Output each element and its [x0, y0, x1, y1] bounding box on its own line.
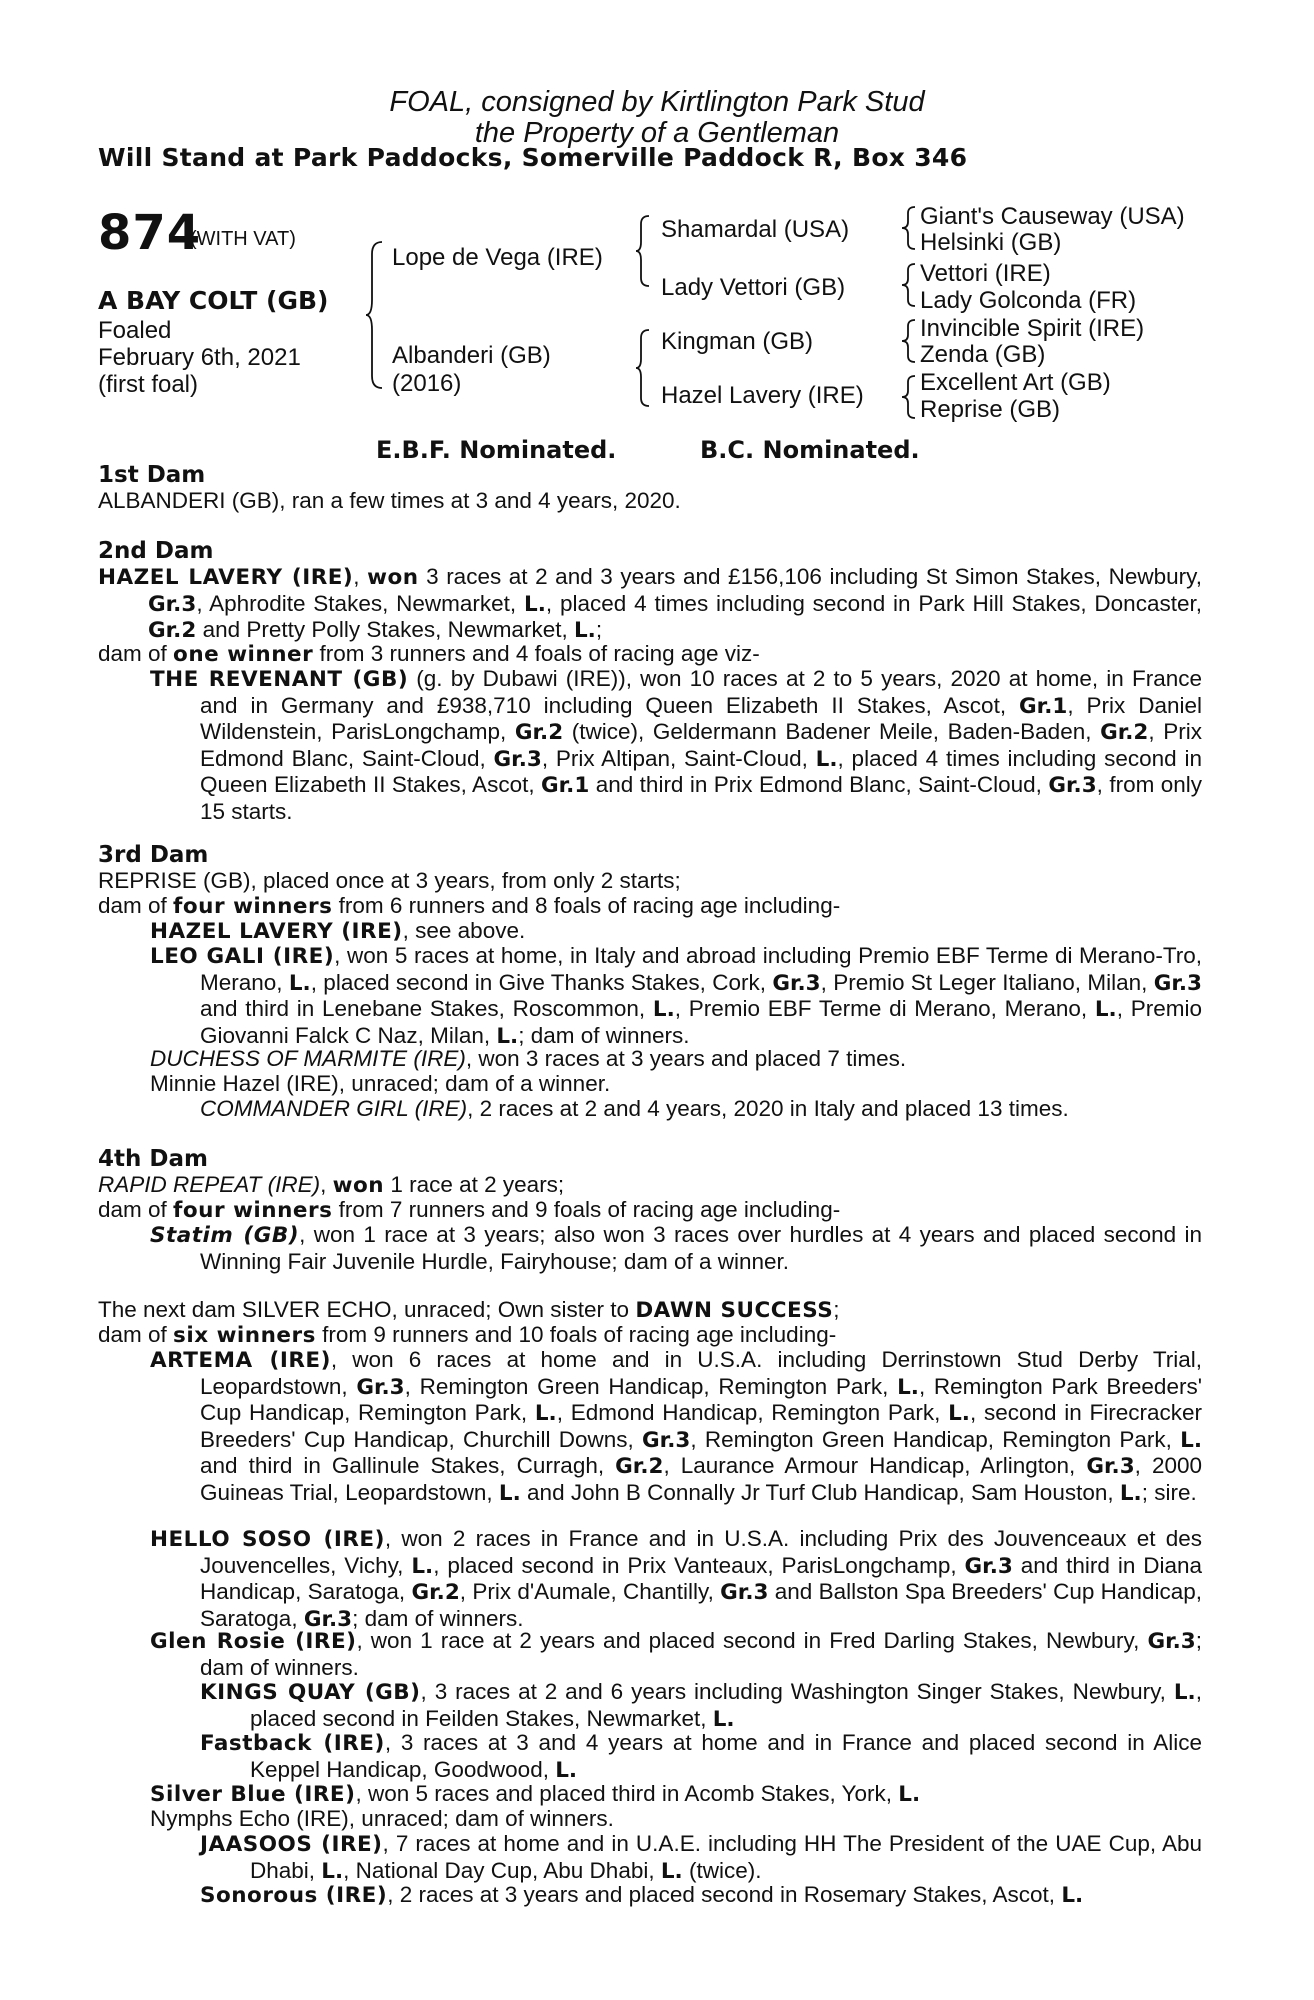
first-dam-heading: 1st Dam [98, 462, 206, 488]
hello-soso-entry: HELLO SOSO (IRE), won 2 races in France and in U.S.A. including Prix des Jouvenceaux et des Jouvencelles, Vichy, L., placed second in Prix Vanteaux, ParisLongchamp, Gr.3 and third in Diana Handicap, Saratoga, Gr.2, Prix d'Aumale, Chantilly, Gr.3 and Ballston Spa Breeders' Cup Handicap, Saratoga, Gr.3; dam of winners. [150, 1526, 1203, 1632]
pedigree-dds: Excellent Art (GB) [920, 369, 1111, 396]
glen-rosie-entry: Glen Rosie (IRE), won 1 race at 2 years and placed second in Fred Darling Stakes, Newbury, Gr.3; dam of winners. [150, 1628, 1203, 1680]
pedigree-brace-main [366, 240, 386, 390]
pedigree-dam-dam: Hazel Lavery (IRE) [661, 382, 864, 409]
rapid-repeat-entry: RAPID REPEAT (IRE), won 1 race at 2 years; [98, 1172, 565, 1198]
pedigree-sss: Giant's Causeway (USA) [920, 203, 1185, 230]
pedigree-brace-sire [636, 214, 652, 288]
ebf-nomination: E.B.F. Nominated. [376, 436, 617, 464]
duchess-entry: DUCHESS OF MARMITE (IRE), won 3 races at 3 years and placed 7 times. [150, 1046, 907, 1071]
third-dam-produce: dam of four winners from 6 runners and 8 foals of racing age including- [98, 893, 841, 919]
bc-nomination: B.C. Nominated. [700, 436, 920, 464]
pedigree-dss: Invincible Spirit (IRE) [920, 315, 1145, 342]
fastback-entry: Fastback (IRE), 3 races at 3 and 4 years at home and in France and placed second in Alice Keppel Handicap, Goodwood, L. [200, 1730, 1203, 1783]
pedigree-dsd: Zenda (GB) [920, 341, 1046, 368]
hazel-lavery-ref: HAZEL LAVERY (IRE), see above. [150, 918, 526, 944]
lot-title: A BAY COLT (GB) [98, 286, 329, 315]
next-dam-text: The next dam SILVER ECHO, unraced; Own sister to DAWN SUCCESS; [98, 1297, 840, 1323]
lot-number: 874 [98, 205, 202, 261]
reprise-text: REPRISE (GB), placed once at 3 years, from only 2 starts; [98, 868, 681, 893]
pedigree-ssd: Helsinki (GB) [920, 229, 1062, 256]
pedigree-sds: Vettori (IRE) [920, 260, 1051, 287]
pedigree-dam: Albanderi (GB) [392, 342, 551, 369]
pedigree-brace-sd [902, 262, 918, 308]
pedigree-sire: Lope de Vega (IRE) [392, 244, 603, 271]
fourth-dam-heading: 4th Dam [98, 1146, 208, 1172]
property-line: the Property of a Gentleman [474, 117, 840, 149]
silver-blue-entry: Silver Blue (IRE), won 5 races and placed third in Acomb Stakes, York, L. [150, 1781, 921, 1807]
hazel-lavery-entry: HAZEL LAVERY (IRE), won 3 races at 2 and 3 years and £156,106 including St Simon Stakes, Newbury, Gr.3, Aphrodite Stakes, Newmarket, L., placed 4 times including second in Park Hill Stakes, Doncaster, Gr.2 and Pretty Polly Stakes, Newmarket, L.; [98, 564, 1202, 644]
vat-note: (WITH VAT) [190, 228, 296, 250]
statim-entry: Statim (GB), won 1 race at 3 years; also won 3 races over hurdles at 4 years and placed second in Winning Fair Juvenile Hurdle, Fairyhouse; dam of a winner. [150, 1222, 1202, 1274]
consignor-line: FOAL, consigned by Kirtlington Park Stud [389, 86, 925, 118]
next-dam-produce: dam of six winners from 9 runners and 10 foals of racing age including- [98, 1322, 837, 1348]
leo-gali-entry: LEO GALI (IRE), won 5 races at home, in Italy and abroad including Premio EBF Terme di Merano-Tro, Merano, L., placed second in Give Thanks Stakes, Cork, Gr.3, Premio St Leger Italiano, Milan, Gr.3 and third in Lenebane Stakes, Roscommon, L., Premio EBF Terme di Merano, Merano, L., Premio Giovanni Falck C Naz, Milan, L.; dam of winners. [150, 943, 1202, 1049]
foaled-date: February 6th, 2021 [98, 344, 301, 371]
kings-quay-entry: KINGS QUAY (GB), 3 races at 2 and 6 years including Washington Singer Stakes, Newbury, L., placed second in Feilden Stakes, Newmarket, L. [200, 1679, 1202, 1732]
pedigree-sire-dam: Lady Vettori (GB) [661, 274, 846, 301]
pedigree-brace-ds [902, 318, 918, 364]
foal-note: (first foal) [98, 371, 199, 398]
foaled-label: Foaled [98, 317, 172, 344]
second-dam-produce: dam of one winner from 3 runners and 4 foals of racing age viz- [98, 641, 760, 667]
pedigree-dam-sire: Kingman (GB) [661, 328, 814, 355]
pedigree-dam-year: (2016) [392, 370, 462, 397]
fourth-dam-produce: dam of four winners from 7 runners and 9 foals of racing age including- [98, 1197, 841, 1223]
pedigree-ddd: Reprise (GB) [920, 396, 1061, 423]
sonorous-entry: Sonorous (IRE), 2 races at 3 years and placed second in Rosemary Stakes, Ascot, L. [200, 1882, 1084, 1908]
jaasoos-entry: JAASOOS (IRE), 7 races at home and in U.A.E. including HH The President of the UAE Cup, Abu Dhabi, L., National Day Cup, Abu Dhabi, L. (twice). [200, 1831, 1202, 1884]
pedigree-brace-dd [902, 374, 918, 420]
nymphs-echo-entry: Nymphs Echo (IRE), unraced; dam of winners. [150, 1806, 614, 1831]
commander-girl-entry: COMMANDER GIRL (IRE), 2 races at 2 and 4 years, 2020 in Italy and placed 13 times. [200, 1096, 1069, 1121]
the-revenant-entry: THE REVENANT (GB) (g. by Dubawi (IRE)), won 10 races at 2 to 5 years, 2020 at home, in France and in Germany and £938,710 including Queen Elizabeth II Stakes, Ascot, Gr.1, Prix Daniel Wildenstein, ParisLongchamp, Gr.2 (twice), Geldermann Badener Meile, Baden-Baden, Gr.2, Prix Edmond Blanc, Saint-Cloud, Gr.3, Prix Altipan, Saint-Cloud, L., placed 4 times including second in Queen Elizabeth II Stakes, Ascot, Gr.1 and third in Prix Edmond Blanc, Saint-Cloud, Gr.3, from only 15 starts. [150, 666, 1203, 824]
first-dam-text: ALBANDERI (GB), ran a few times at 3 and 4 years, 2020. [98, 488, 681, 513]
pedigree-sdd: Lady Golconda (FR) [920, 287, 1137, 314]
stand-location: Will Stand at Park Paddocks, Somerville Paddock R, Box 346 [98, 143, 968, 172]
third-dam-heading: 3rd Dam [98, 842, 209, 868]
artema-entry: ARTEMA (IRE), won 6 races at home and in U.S.A. including Derrinstown Stud Derby Trial, Leopardstown, Gr.3, Remington Green Handicap, Remington Park, L., Remington Park Breeders' Cup Handicap, Remington Park, L., Edmond Handicap, Remington Park, L., second in Firecracker Breeders' Cup Handicap, Churchill Downs, Gr.3, Remington Green Handicap, Remington Park, L. and third in Gallinule Stakes, Curragh, Gr.2, Laurance Armour Handicap, Arlington, Gr.3, 2000 Guineas Trial, Leopardstown, L. and John B Connally Jr Turf Club Handicap, Sam Houston, L.; sire. [150, 1347, 1202, 1506]
pedigree-brace-ss [902, 205, 918, 251]
minnie-hazel-entry: Minnie Hazel (IRE), unraced; dam of a winner. [150, 1071, 611, 1096]
pedigree-brace-dam [636, 328, 652, 408]
second-dam-heading: 2nd Dam [98, 538, 214, 564]
pedigree-sire-sire: Shamardal (USA) [661, 216, 850, 243]
